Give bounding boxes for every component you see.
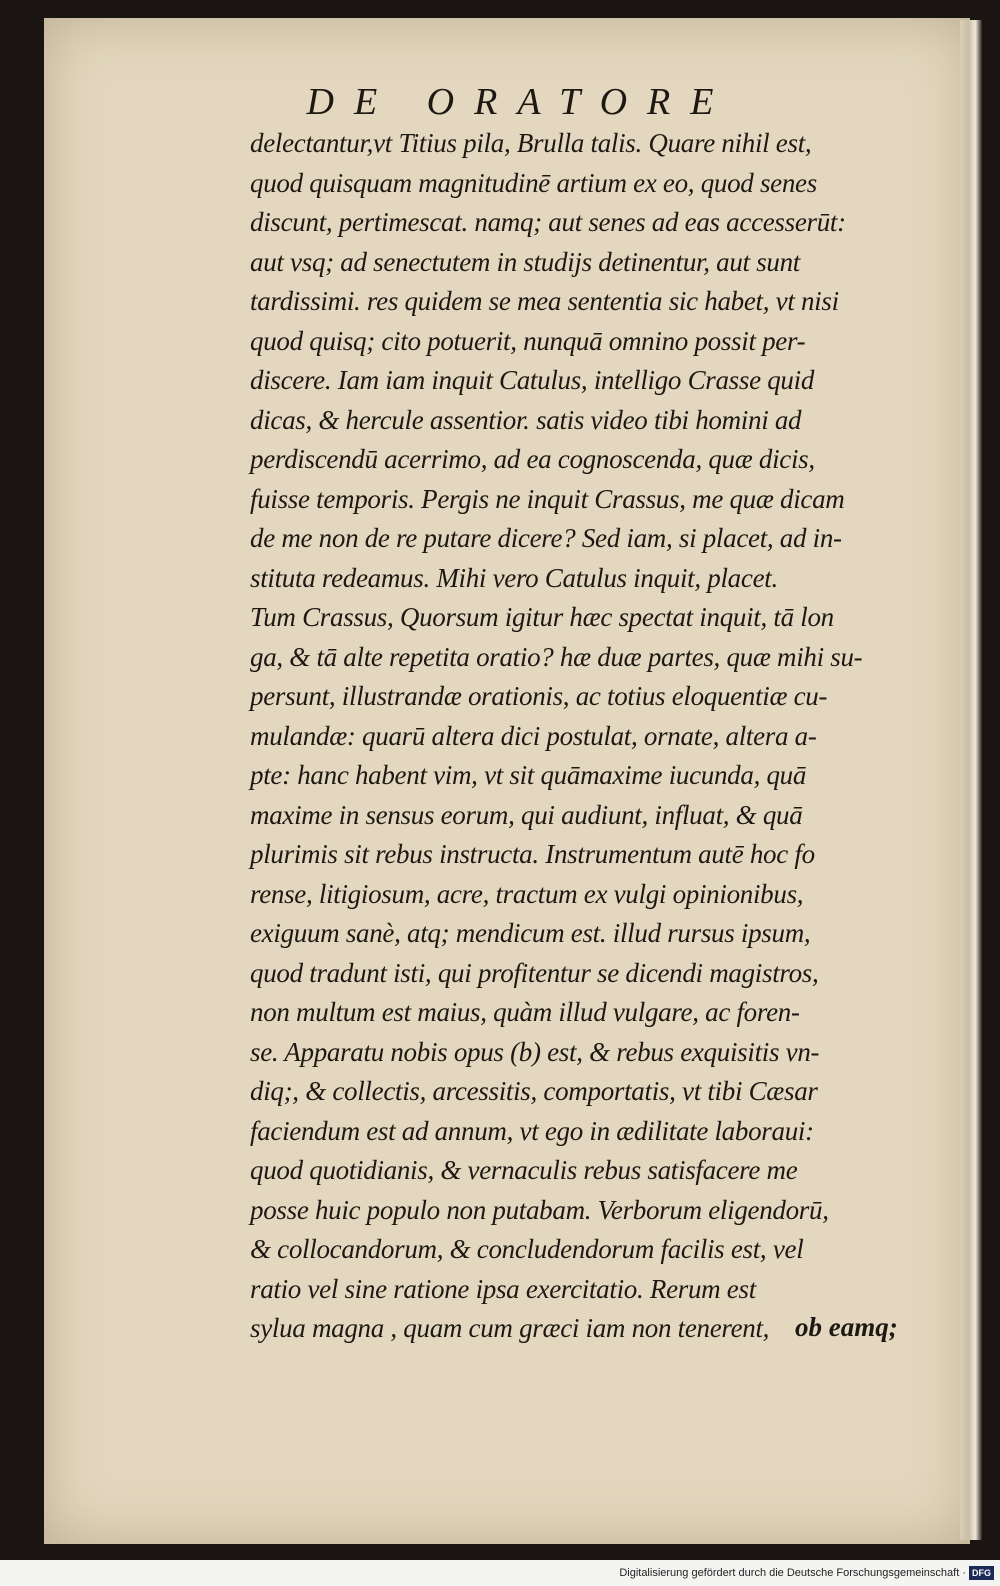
text-line: persunt, illustrandæ orationis, ac totius eloquentiæ cu- — [250, 681, 828, 711]
text-line: mulandæ: quarū altera dici postulat, ornate, altera a- — [250, 720, 817, 751]
text-line: discere. Iam iam inquit Catulus, intelligo Crasse quid — [250, 365, 815, 395]
text-line: diq;, & collectis, arcessitis, comportatis, vt tibi Cæsar — [250, 1076, 818, 1106]
text-line: quod quisq; cito potuerit, nunquā omnino possit per- — [250, 325, 806, 356]
text-line: delectantur,vt Titius pila, Brulla talis. Quare nihil est, — [250, 128, 812, 158]
text-line: stituta redeamus. Mihi vero Catulus inquit, placet. — [250, 562, 778, 593]
page-edge — [960, 20, 982, 1540]
text-line: quod quisquam magnitudinē artium ex eo, quod senes — [250, 167, 817, 198]
text-line: se. Apparatu nobis opus (b) est, & rebus exquisitis vn- — [250, 1036, 820, 1067]
text-line: de me non de re putare dicere? Sed iam, si placet, ad in- — [250, 523, 842, 553]
text-line: faciendum est ad annum, vt ego in ædilitate laboraui: — [250, 1115, 814, 1146]
running-head: DE ORATORE — [306, 81, 734, 123]
text-line: ratio vel sine ratione ipsa exercitatio. Rerum est — [250, 1273, 756, 1304]
text-line: quod tradunt isti, qui profitentur se dicendi magistros, — [250, 957, 819, 988]
text-line: non multum est maius, quàm illud vulgare, ac foren- — [250, 997, 800, 1027]
text-line: pte: hanc habent vim, vt sit quāmaxime iucunda, quā — [250, 760, 807, 790]
footer-text: Digitalisierung gefördert durch die Deutsche Forschungsgemeinschaft · — [619, 1567, 966, 1579]
text-line: aut vsq; ad senectutem in studijs detinentur, aut sunt — [250, 246, 800, 277]
text-line: exiguum sanè, atq; mendicum est. illud rursus ipsum, — [250, 918, 811, 948]
text-line: quod quotidianis, & vernaculis rebus satisfacere me — [250, 1155, 798, 1185]
text-line: perdiscendū acerrimo, ad ea cognoscenda, quæ dicis, — [250, 444, 815, 474]
text-line: posse huic populo non putabam. Verborum eligendorū, — [250, 1194, 829, 1225]
text-line: discunt, pertimescat. namq; aut senes ad eas accesserūt: — [250, 207, 846, 237]
text-line: plurimis sit rebus instructa. Instrumentum autē hoc fo — [250, 839, 815, 869]
text-line: & collocandorum, & concludendorum facilis est, vel — [250, 1234, 804, 1264]
text-line: sylua magna , quam cum græci iam non tenerent, — [250, 1313, 770, 1343]
dfg-logo: DFG — [969, 1566, 994, 1580]
catchword: ob eamq; — [795, 1312, 898, 1342]
text-block — [250, 124, 960, 1349]
text-line: fuisse temporis. Pergis ne inquit Crassus, me quæ dicam — [250, 483, 845, 514]
text-line: dicas, & hercule assentior. satis video tibi homini ad — [250, 404, 802, 435]
footer-credit — [619, 1566, 994, 1580]
text-line: tardissimi. res quidem se mea sententia sic habet, vt nisi — [250, 286, 839, 316]
text-line: Tum Crassus, Quorsum igitur hæc spectat inquit, tā lon — [250, 602, 834, 632]
text-line: ga, & tā alte repetita oratio? hæ duæ partes, quæ mihi su- — [250, 641, 863, 672]
text-line: rense, litigiosum, acre, tractum ex vulgi opinionibus, — [250, 878, 804, 909]
text-line: maxime in sensus eorum, qui audiunt, influat, & quā — [250, 799, 803, 830]
